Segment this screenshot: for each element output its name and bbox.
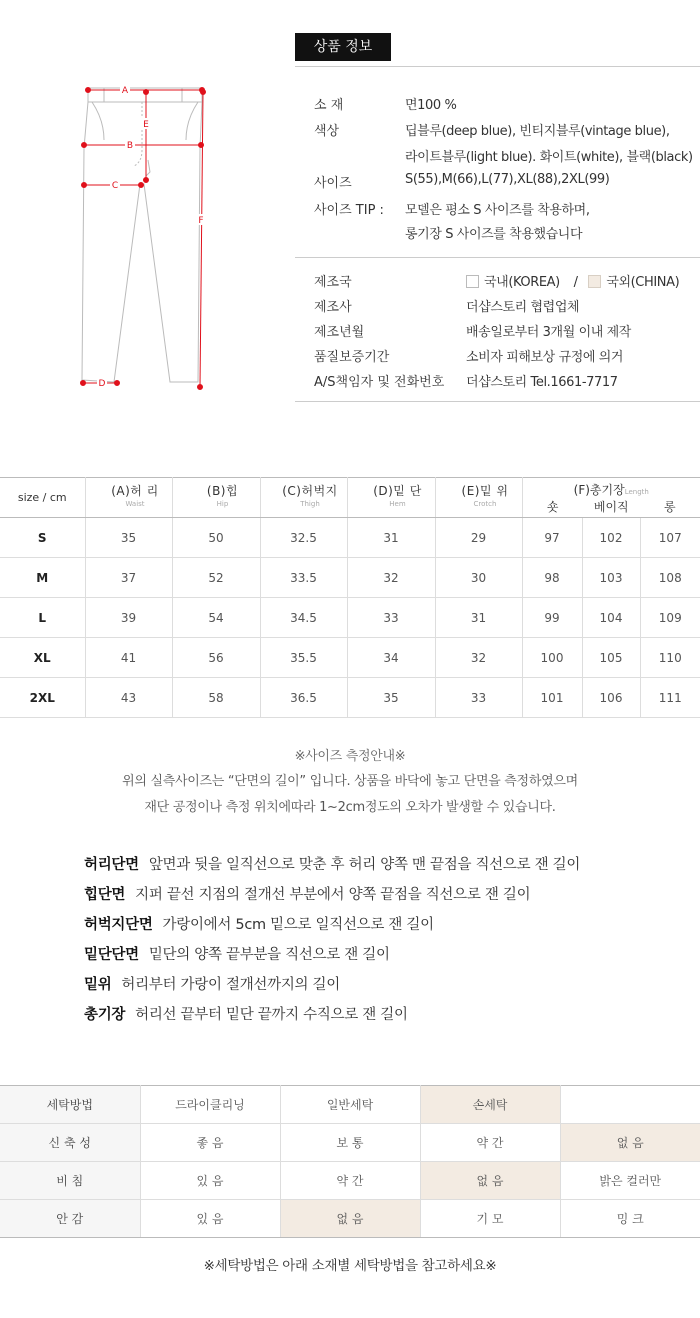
size-cell: L xyxy=(0,598,85,638)
measurement-cell: 109 xyxy=(640,598,700,638)
measurement-cell: 35 xyxy=(347,678,435,718)
care-option: 없 음 xyxy=(560,1124,700,1162)
product-info-badge: 상품 정보 xyxy=(295,33,391,61)
care-option: 있 음 xyxy=(140,1162,280,1200)
warranty-label: 품질보증기간 xyxy=(314,350,390,365)
size-cell: M xyxy=(0,558,85,598)
measurement-cell: 34.5 xyxy=(260,598,347,638)
care-row xyxy=(0,1086,700,1124)
care-option: 좋 음 xyxy=(140,1124,280,1162)
size-table xyxy=(0,477,700,718)
as-label: A/S책임자 및 전화번호 xyxy=(314,375,445,390)
table-row xyxy=(0,558,700,598)
care-option: 밝은 컬러만 xyxy=(560,1162,700,1200)
definition-text: 허리부터 가랑이 절개선까지의 길이 xyxy=(121,977,340,993)
as-value: 더샵스토리 Tel.1661-7717 xyxy=(466,375,618,390)
maker-label: 제조사 xyxy=(314,300,352,315)
care-option: 보 통 xyxy=(280,1124,420,1162)
size-cell: 2XL xyxy=(0,678,85,718)
care-option: 약 간 xyxy=(420,1124,560,1162)
origin-label: 제조국 xyxy=(314,275,352,290)
care-option: 손세탁 xyxy=(420,1086,560,1124)
care-row-label: 신 축 성 xyxy=(0,1124,140,1162)
label-c: C xyxy=(111,181,119,191)
table-row xyxy=(0,638,700,678)
size-tip-label: 사이즈 TIP : xyxy=(314,203,384,218)
color-value-2: 라이트블루(light blue). 화이트(white), 블랙(black) xyxy=(405,150,693,165)
info-divider xyxy=(295,257,700,258)
care-option: 기 모 xyxy=(420,1200,560,1238)
definition-text: 지퍼 끝선 지점의 절개선 부분에서 양쪽 끝점을 직선으로 잰 길이 xyxy=(135,887,531,903)
care-option: 없 음 xyxy=(280,1200,420,1238)
care-option: 밍 크 xyxy=(560,1200,700,1238)
measurement-cell: 33 xyxy=(347,598,435,638)
label-a: A xyxy=(121,86,129,96)
header-hip: (B)힙 Hip xyxy=(172,478,260,518)
definition-text: 앞면과 뒷을 일직선으로 맞춘 후 허리 양쪽 맨 끝점을 직선으로 잰 길이 xyxy=(148,857,581,873)
label-e: E xyxy=(143,120,149,130)
measurement-cell: 30 xyxy=(435,558,522,598)
measurement-cell: 35 xyxy=(85,518,172,558)
care-table xyxy=(0,1085,700,1238)
label-f: F xyxy=(198,216,204,226)
header-size: size / cm xyxy=(0,478,85,518)
measurement-cell: 31 xyxy=(347,518,435,558)
measurement-cell: 31 xyxy=(435,598,522,638)
definition-text: 가랑이에서 5cm 밑으로 일직선으로 잰 길이 xyxy=(162,917,434,933)
material-value: 면100 % xyxy=(405,98,457,113)
note-line-2: 재단 공정이나 측정 위치에따라 1~2cm정도의 오차가 발생할 수 있습니다. xyxy=(144,800,556,815)
measurement-cell: 34 xyxy=(347,638,435,678)
measurement-cell: 100 xyxy=(522,638,582,678)
measurement-cell: 103 xyxy=(582,558,640,598)
measurement-cell: 33.5 xyxy=(260,558,347,598)
definition-term: 총기장 xyxy=(84,1007,126,1023)
color-value-1: 딥블루(deep blue), 빈티지블루(vintage blue), xyxy=(405,124,670,139)
date-label: 제조년월 xyxy=(314,325,365,340)
definition-item xyxy=(84,853,580,874)
origin-value xyxy=(466,271,679,290)
care-row xyxy=(0,1162,700,1200)
measurement-cell: 106 xyxy=(582,678,640,718)
definition-item xyxy=(84,973,340,994)
origin-separator: / xyxy=(573,275,578,290)
note-line-1: 위의 실측사이즈는 “단면의 길이” 입니다. 상품을 바닥에 놓고 단면을 측정하였으며 xyxy=(122,774,578,789)
care-option: 일반세탁 xyxy=(280,1086,420,1124)
material-label: 소 재 xyxy=(314,98,344,113)
definition-item xyxy=(84,883,530,904)
measurement-cell: 39 xyxy=(85,598,172,638)
header-length: (F)총기장Length 숏 베이직 롱 xyxy=(522,478,700,518)
footer-note: ※세탁방법은 아래 소재별 세탁방법을 참고하세요※ xyxy=(203,1258,497,1274)
pants-measurement-diagram xyxy=(70,80,220,400)
measurement-cell: 50 xyxy=(172,518,260,558)
size-tip-value-2: 롱기장 S 사이즈를 착용했습니다 xyxy=(405,227,583,242)
care-row xyxy=(0,1200,700,1238)
warranty-value: 소비자 피해보상 규정에 의거 xyxy=(466,350,624,365)
maker-value: 더샵스토리 협렵업체 xyxy=(466,300,580,315)
measurement-cell: 41 xyxy=(85,638,172,678)
measurement-cell: 102 xyxy=(582,518,640,558)
size-cell: XL xyxy=(0,638,85,678)
foreign-checkbox xyxy=(588,275,601,288)
measurement-cell: 58 xyxy=(172,678,260,718)
domestic-checkbox xyxy=(466,275,479,288)
measurement-cell: 35.5 xyxy=(260,638,347,678)
care-row-label: 비 침 xyxy=(0,1162,140,1200)
definition-term: 허리단면 xyxy=(84,857,139,873)
definition-term: 허벅지단면 xyxy=(84,917,153,933)
date-value: 배송일로부터 3개월 이내 제작 xyxy=(466,325,631,340)
measurement-cell: 56 xyxy=(172,638,260,678)
origin-foreign: 국외(CHINA) xyxy=(606,275,680,290)
length-long: 롱 xyxy=(664,499,676,514)
measurement-cell: 54 xyxy=(172,598,260,638)
definition-item xyxy=(84,913,434,934)
care-row-label: 안 감 xyxy=(0,1200,140,1238)
table-row xyxy=(0,598,700,638)
measurement-cell: 43 xyxy=(85,678,172,718)
color-label: 색상 xyxy=(314,124,340,139)
size-tip-value-1: 모델은 평소 S 사이즈를 착용하며, xyxy=(405,203,590,218)
header-waist: (A)허 리 Waist xyxy=(85,478,172,518)
measurement-cell: 32.5 xyxy=(260,518,347,558)
note-title: ※사이즈 측정안내※ xyxy=(294,749,406,764)
table-row xyxy=(0,678,700,718)
measurement-cell: 105 xyxy=(582,638,640,678)
header-thigh: (C)허벅지 Thigh xyxy=(260,478,347,518)
care-row-label: 세탁방법 xyxy=(0,1086,140,1124)
measurement-cell: 29 xyxy=(435,518,522,558)
size-value: S(55),M(66),L(77),XL(88),2XL(99) xyxy=(405,172,610,187)
care-row xyxy=(0,1124,700,1162)
care-option xyxy=(560,1086,700,1124)
measurement-cell: 107 xyxy=(640,518,700,558)
definition-text: 밑단의 양쪽 끝부분을 직선으로 잰 길이 xyxy=(148,947,390,963)
definition-item xyxy=(84,943,390,964)
measurement-cell: 97 xyxy=(522,518,582,558)
measurement-cell: 32 xyxy=(435,638,522,678)
measurement-cell: 52 xyxy=(172,558,260,598)
length-short: 숏 xyxy=(546,499,559,514)
definition-item xyxy=(84,1003,408,1024)
care-option: 약 간 xyxy=(280,1162,420,1200)
definition-term: 힙단면 xyxy=(84,887,126,903)
care-option: 있 음 xyxy=(140,1200,280,1238)
measurement-cell: 104 xyxy=(582,598,640,638)
label-b: B xyxy=(126,141,134,151)
definition-text: 허리선 끝부터 밑단 끝까지 수직으로 잰 길이 xyxy=(135,1007,408,1023)
care-option: 드라이클리닝 xyxy=(140,1086,280,1124)
origin-domestic: 국내(KOREA) xyxy=(484,275,560,290)
header-crotch: (E)밑 위 Crotch xyxy=(435,478,522,518)
length-basic: 베이직 xyxy=(593,499,629,514)
definition-term: 밑단단면 xyxy=(84,947,139,963)
label-d: D xyxy=(98,379,106,389)
measurement-cell: 37 xyxy=(85,558,172,598)
care-option: 없 음 xyxy=(420,1162,560,1200)
measurement-cell: 32 xyxy=(347,558,435,598)
table-row xyxy=(0,518,700,558)
measurement-cell: 110 xyxy=(640,638,700,678)
measurement-cell: 101 xyxy=(522,678,582,718)
measurement-cell: 36.5 xyxy=(260,678,347,718)
definition-term: 밑위 xyxy=(84,977,112,993)
measurement-cell: 33 xyxy=(435,678,522,718)
size-table-header xyxy=(0,478,700,518)
header-hem: (D)밑 단 Hem xyxy=(347,478,435,518)
measurement-cell: 111 xyxy=(640,678,700,718)
size-cell: S xyxy=(0,518,85,558)
size-label: 사이즈 xyxy=(314,176,352,191)
measurement-cell: 98 xyxy=(522,558,582,598)
measurement-cell: 99 xyxy=(522,598,582,638)
measurement-cell: 108 xyxy=(640,558,700,598)
